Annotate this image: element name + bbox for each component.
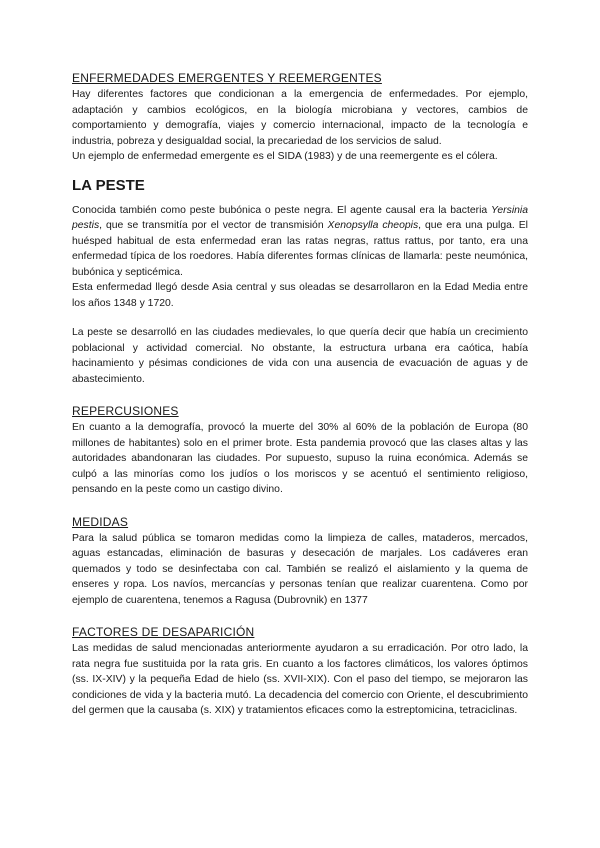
paragraph-peste-origen: Esta enfermedad llegó desde Asia central y sus oleadas se desarrollaron en la Edad Media entre los años 1348 y 1720. bbox=[72, 282, 528, 309]
section-spacer bbox=[72, 387, 528, 403]
document-page bbox=[72, 70, 528, 719]
paragraph-emergentes-factores: Hay diferentes factores que condicionan a la emergencia de enfermedades. Por ejemplo, adaptación y cambios ecológicos, en la biología microbiana y vectores, cambios de comportamiento y demografía, viajes y comercio internacional, impacto de la tecnología e industria, pobreza y desigualdad social, la precariedad de los servicios de salud. bbox=[72, 89, 528, 147]
section-heading-emergentes: ENFERMEDADES EMERGENTES Y REEMERGENTES bbox=[72, 71, 382, 85]
section-medidas bbox=[72, 514, 528, 609]
section-emergentes bbox=[72, 70, 528, 165]
text-run: , que se transmitía por el vector de transmisión bbox=[99, 220, 328, 231]
section-factores bbox=[72, 624, 528, 719]
paragraph-medidas: Para la salud pública se tomaron medidas como la limpieza de calles, mataderos, mercados, aguas estancadas, eliminación de basuras y desecación de marjales. Los cadáveres eran quemados y todo se desinfectaba con cal. También se realizó el aislamiento y la quema de enseres y ropa. Los navíos, mercancías y personas tenían que realizar cuarentena. Como por ejemplo de cuarentena, tenemos a Ragusa (Dubrovnik) en 1377 bbox=[72, 532, 528, 606]
paragraph-peste-ciudades: La peste se desarrolló en las ciudades medievales, lo que quería decir que había un crecimiento poblacional y actividad comercial. No obstante, la estructura urbana era caótica, había hacinamiento y pésimas condiciones de vida con una ausencia de evacuación de aguas y de abastecimiento. bbox=[72, 327, 528, 385]
paragraph-peste-definicion bbox=[72, 203, 528, 281]
paragraph-emergentes-ejemplo: Un ejemplo de enfermedad emergente es el SIDA (1983) y de una reemergente es el cólera. bbox=[72, 151, 498, 162]
section-repercusiones bbox=[72, 403, 528, 498]
section-spacer bbox=[72, 608, 528, 624]
text-run: Conocida también como peste bubónica o peste negra. El agente causal era la bacteria bbox=[72, 204, 492, 216]
section-heading-repercusiones: REPERCUSIONES bbox=[72, 404, 179, 418]
section-spacer bbox=[72, 498, 528, 514]
italic-species-name: Yersinia pestis bbox=[72, 204, 528, 231]
paragraph-factores: Las medidas de salud mencionadas anteriormente ayudaron a su erradicación. Por otro lado, la rata negra fue sustituida por la rata gris. En cuanto a los factores climáticos, los valores óptimos (ss. IX-XIV) y la pequeña Edad de hielo (ss. XVII-XIX). Con el paso del tiempo, se mejoraron las condiciones de vida y la bacteria mutó. La decadencia del comercio con Oriente, el descubrimiento del germen que la causaba (s. XIX) y tratamientos eficaces como la estreptomicina, tetraciclinas. bbox=[72, 643, 528, 716]
section-heading-medidas: MEDIDAS bbox=[72, 514, 129, 529]
section-peste bbox=[72, 177, 528, 388]
text-run: , que era una pulga. El huésped habitual de esta enfermedad eran las ratas negras, rattus rattus, por tanto, era una enfermedad típica de los roedores. Había diferentes formas clínicas de llamarla: peste neumónica, bubónica y septicémica. bbox=[72, 220, 528, 278]
section-heading-factores: FACTORES DE DESAPARICIÓN bbox=[72, 625, 255, 639]
italic-species-name: Xenopsylla cheopis bbox=[327, 220, 419, 231]
paragraph-spacer bbox=[72, 311, 528, 325]
paragraph-repercusiones: En cuanto a la demografía, provocó la muerte del 30% al 60% de la población de Europa (80 millones de habitantes) solo en el primer brote. Esta pandemia provocó que las clases altas y las autoridades abandonaran las ciudades. Por supuesto, supuso la ruina económica. Además se culpó a las minorías como los judíos o los moriscos y se acentuó el sentimiento religioso, pensando en la peste como un castigo divino. bbox=[72, 422, 528, 495]
page-title: LA PESTE bbox=[72, 176, 145, 194]
